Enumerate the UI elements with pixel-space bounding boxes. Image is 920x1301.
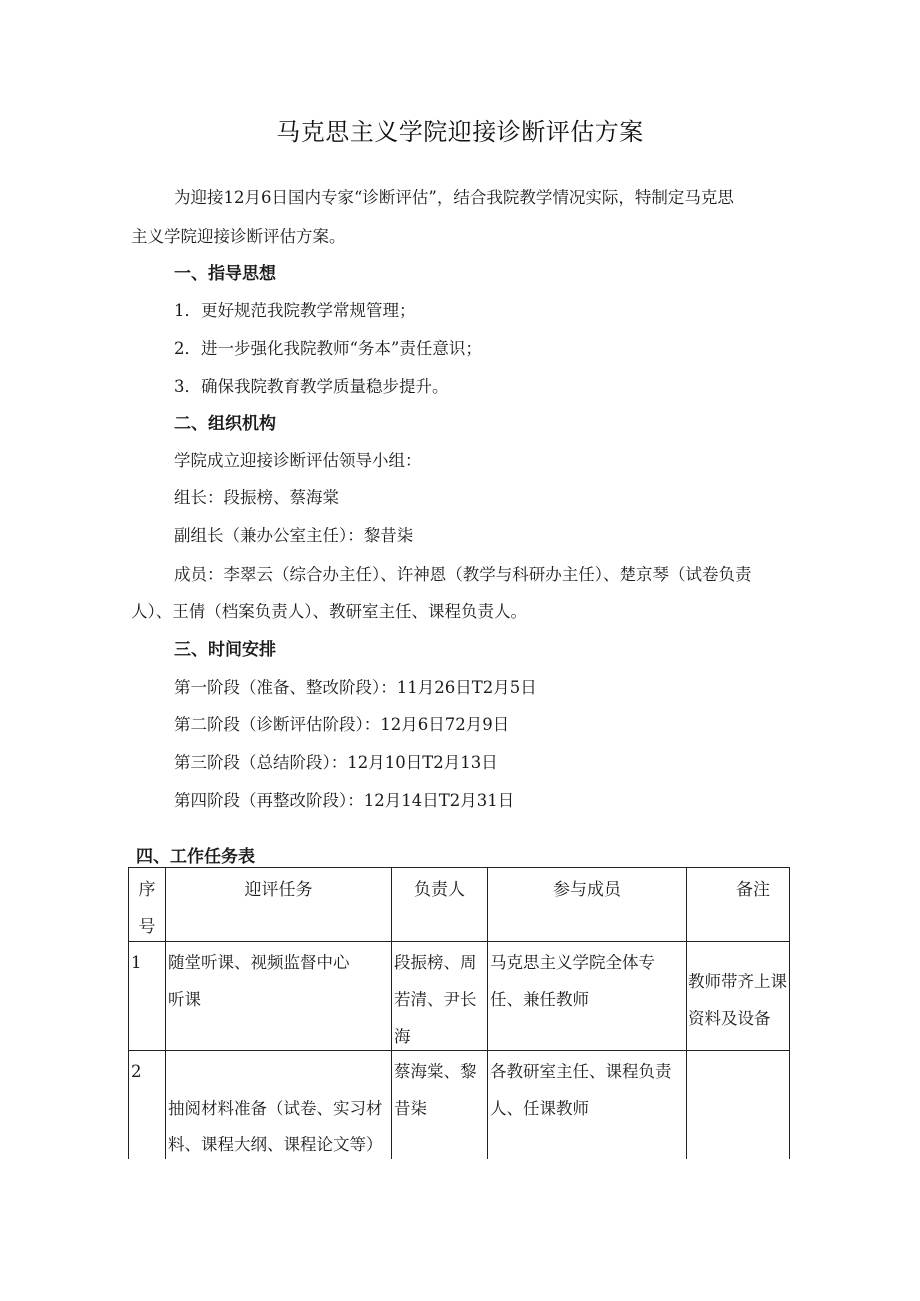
section-1-item: 3．确保我院教育教学质量稳步提升。 (174, 377, 449, 396)
row-1-no: 1 (131, 953, 142, 972)
section-4-heading: 四、工作任务表 (136, 847, 255, 867)
col-header-members: 参与成员 (553, 880, 621, 900)
row-2-owner-line-1: 蔡海棠、黎 (394, 1062, 477, 1081)
row-1-task-line-1: 随堂听课、视频监督中心 (168, 953, 350, 972)
row-1-task-line-2: 听课 (168, 990, 201, 1009)
section-2-heading: 二、组织机构 (174, 414, 276, 434)
document-title: 马克思主义学院迎接诊断评估方案 (276, 118, 644, 146)
row-2-no: 2 (131, 1062, 142, 1081)
section-2-line: 学院成立迎接诊断评估领导小组： (174, 451, 422, 470)
section-2-line: 副组长（兼办公室主任）：黎昔柒 (174, 526, 414, 545)
row-1-note-line-1: 教师带齐上课 (688, 972, 787, 991)
col-header-no-2: 号 (138, 917, 156, 937)
section-1-item: 1．更好规范我院教学常规管理； (174, 301, 416, 320)
row-1-members-line-2: 任、兼任教师 (490, 990, 589, 1009)
row-1-owner-line-2: 若清、尹长 (394, 990, 477, 1009)
intro-line-2: 主义学院迎接诊断评估方案。 (131, 227, 346, 246)
col-header-no-1: 序 (138, 880, 156, 900)
col-header-owner: 负责人 (414, 880, 465, 900)
col-header-task: 迎评任务 (244, 880, 313, 900)
section-1-heading: 一、指导思想 (174, 264, 276, 284)
schedule-line: 第一阶段（准备、整改阶段）：11月26日T2月5日 (174, 678, 537, 697)
row-1-owner-line-3: 海 (394, 1027, 411, 1046)
section-2-line: 组长：段振榜、蔡海棠 (174, 488, 339, 507)
row-2-owner-line-2: 昔柒 (394, 1099, 427, 1118)
schedule-line: 第三阶段（总结阶段）：12月10日T2月13日 (174, 753, 498, 772)
section-2-line: 成员：李翠云（综合办主任）、许神恩（教学与科研办主任）、楚京琴（试卷负责 (174, 565, 752, 584)
row-2-members-line-1: 各教研室主任、课程负责 (490, 1062, 672, 1081)
row-1-note-line-2: 资料及设备 (688, 1009, 771, 1028)
schedule-line: 第二阶段（诊断评估阶段）：12月6日72月9日 (174, 715, 510, 734)
row-2-members-line-2: 人、任课教师 (490, 1099, 589, 1118)
intro-line-1: 为迎接12月6日国内专家“诊断评估”，结合我院教学情况实际，特制定马克思 (174, 188, 734, 207)
section-3-heading: 三、时间安排 (174, 640, 276, 660)
row-2-task-line-2: 料、课程大纲、课程论文等） (168, 1135, 383, 1154)
schedule-line: 第四阶段（再整改阶段）：12月14日T2月31日 (174, 791, 515, 810)
section-1-item: 2．进一步强化我院教师“务本”责任意识； (174, 339, 482, 358)
row-1-members-line-1: 马克思主义学院全体专 (490, 953, 655, 972)
row-1-owner-line-1: 段振榜、周 (394, 953, 477, 972)
row-2-task-line-1: 抽阅材料准备（试卷、实习材 (168, 1099, 383, 1118)
col-header-note: 备注 (736, 880, 770, 900)
section-2-line: 人）、王倩（档案负责人）、教研室主任、课程负责人。 (131, 602, 527, 621)
